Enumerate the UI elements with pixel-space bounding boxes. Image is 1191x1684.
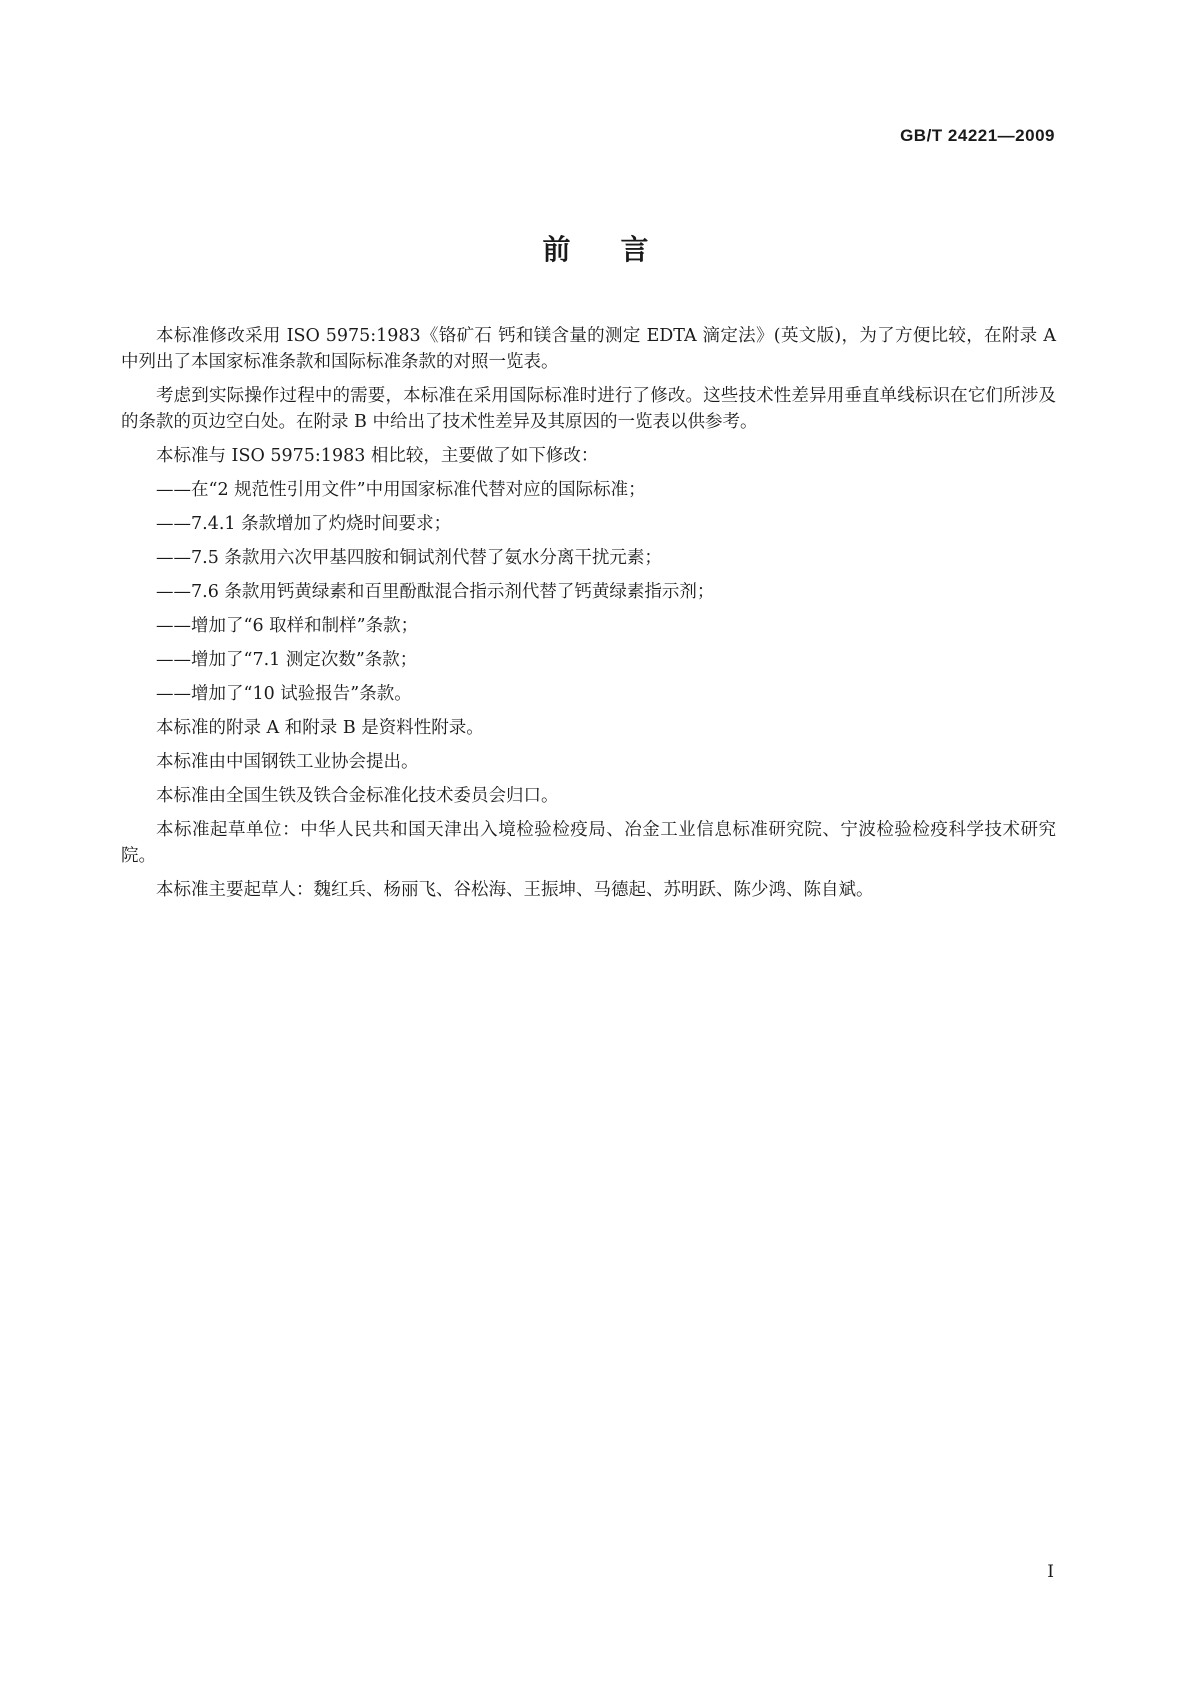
paragraph-adoption: 本标准修改采用 ISO 5975:1983《铬矿石 钙和镁含量的测定 EDTA 滴定法》(英文版)，为了方便比较，在附录 A 中列出了本国家标准条款和国际标准条款的对照一览表。: [121, 326, 1056, 372]
change-item: ——7.6 条款用钙黄绿素和百里酚酞混合指示剂代替了钙黄绿素指示剂；: [156, 582, 715, 602]
paragraph-proposer: 本标准由中国钢铁工业协会提出。: [156, 752, 419, 772]
paragraph-drafting-units: 本标准起草单位：中华人民共和国天津出入境检验检疫局、冶金工业信息标准研究院、宁波检验检疫科学技术研究院。: [121, 820, 1056, 866]
change-item: ——增加了“6 取样和制样”条款；: [156, 616, 419, 636]
change-item: ——7.4.1 条款增加了灼烧时间要求；: [156, 514, 452, 534]
paragraph-modification-note: 考虑到实际操作过程中的需要，本标准在采用国际标准时进行了修改。这些技术性差异用垂直单线标识在它们所涉及的条款的页边空白处。在附录 B 中给出了技术性差异及其原因的一览表以供参考。: [121, 386, 1056, 432]
page-title: 前言: [542, 233, 699, 266]
change-item: ——增加了“10 试验报告”条款。: [156, 684, 412, 704]
paragraph-committee: 本标准由全国生铁及铁合金标准化技术委员会归口。: [156, 786, 559, 806]
page-number: I: [1047, 1562, 1054, 1582]
foreword-body: [121, 323, 1056, 911]
change-item: ——7.5 条款用六次甲基四胺和铜试剂代替了氨水分离干扰元素；: [156, 548, 662, 568]
standard-code: GB/T 24221—2009: [900, 126, 1055, 145]
paragraph-annexes: 本标准的附录 A 和附录 B 是资料性附录。: [156, 718, 484, 738]
paragraph-drafters: 本标准主要起草人：魏红兵、杨丽飞、谷松海、王振坤、马德起、苏明跃、陈少鸿、陈自斌。: [156, 880, 874, 900]
paragraph-changes-intro: 本标准与 ISO 5975:1983 相比较，主要做了如下修改：: [156, 446, 599, 466]
change-item: ——增加了“7.1 测定次数”条款；: [156, 650, 418, 670]
change-item: ——在“2 规范性引用文件”中用国家标准代替对应的国际标准；: [156, 480, 646, 500]
